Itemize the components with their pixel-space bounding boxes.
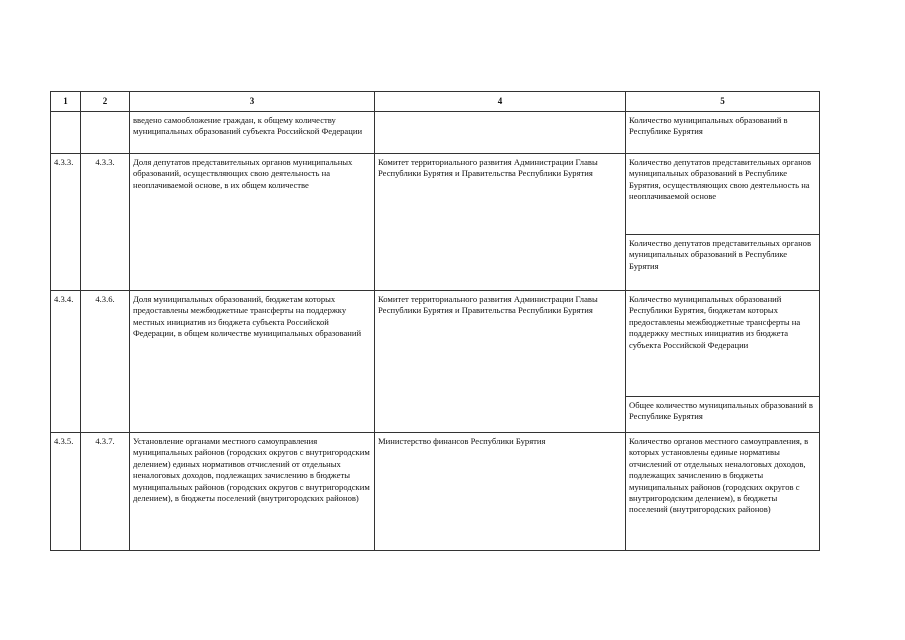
- indicator-cell: введено самообложение граждан, к общему количеству муниципальных образований субъекта Российской Федерации: [130, 112, 375, 154]
- responsible-body-cell: Комитет территориального развития Администрации Главы Республики Бурятия и Правительства Республики Бурятия: [375, 154, 626, 291]
- indicators-table: [50, 91, 820, 551]
- indicator-cell: Установление органами местного самоуправления муниципальных районов (городских округов с внутригородским делением) единых нормативов отчислений от отдельных неналоговых доходов, подлежащих зачислению в бюджеты муниципальных районов (городских округов с внутригородским делением), в бюджеты поселений (внутригородских районов): [130, 433, 375, 551]
- table-row: [51, 154, 820, 235]
- source-cell: Общее количество муниципальных образований в Республике Бурятия: [626, 397, 820, 433]
- source-cell: Количество депутатов представительных органов муниципальных образований в Республике Бурятия: [626, 235, 820, 291]
- responsible-body-cell: [375, 112, 626, 154]
- row-subnumber: 4.3.7.: [81, 433, 130, 551]
- source-cell: Количество депутатов представительных органов муниципальных образований в Республике Бурятия, осуществляющих свою деятельность на неоплачиваемой основе: [626, 154, 820, 235]
- responsible-body-cell: Комитет территориального развития Администрации Главы Республики Бурятия и Правительства Республики Бурятия: [375, 291, 626, 433]
- row-subnumber: 4.3.6.: [81, 291, 130, 433]
- column-header: 1: [51, 92, 81, 112]
- responsible-body-cell: Министерство финансов Республики Бурятия: [375, 433, 626, 551]
- row-number: [51, 112, 81, 154]
- column-header: 2: [81, 92, 130, 112]
- table-row: [51, 433, 820, 551]
- source-cell: Количество муниципальных образований Республики Бурятия, бюджетам которых предоставлены межбюджетные трансферты на поддержку местных инициатив из бюджета субъекта Российской Федерации: [626, 291, 820, 397]
- row-subnumber: 4.3.3.: [81, 154, 130, 291]
- table-row: [51, 112, 820, 154]
- column-header: 5: [626, 92, 820, 112]
- row-subnumber: [81, 112, 130, 154]
- source-cell: Количество органов местного самоуправления, в которых установлены единые нормативы отчислений от отдельных неналоговых доходов, подлежащих зачислению в бюджеты муниципальных районов (городских округов с внутригородским делением), в бюджеты поселений (внутригородских районов): [626, 433, 820, 551]
- indicator-cell: Доля депутатов представительных органов муниципальных образований, осуществляющих свою деятельность на неоплачиваемой основе, в их общем количестве: [130, 154, 375, 291]
- column-header: 4: [375, 92, 626, 112]
- row-number: 4.3.4.: [51, 291, 81, 433]
- source-cell: Количество муниципальных образований в Республике Бурятия: [626, 112, 820, 154]
- table-header-row: [51, 92, 820, 112]
- column-header: 3: [130, 92, 375, 112]
- table-row: [51, 291, 820, 397]
- row-number: 4.3.5.: [51, 433, 81, 551]
- row-number: 4.3.3.: [51, 154, 81, 291]
- indicator-cell: Доля муниципальных образований, бюджетам которых предоставлены межбюджетные трансферты на поддержку местных инициатив из бюджета субъекта Российской Федерации, в общем количестве муниципальных образований: [130, 291, 375, 433]
